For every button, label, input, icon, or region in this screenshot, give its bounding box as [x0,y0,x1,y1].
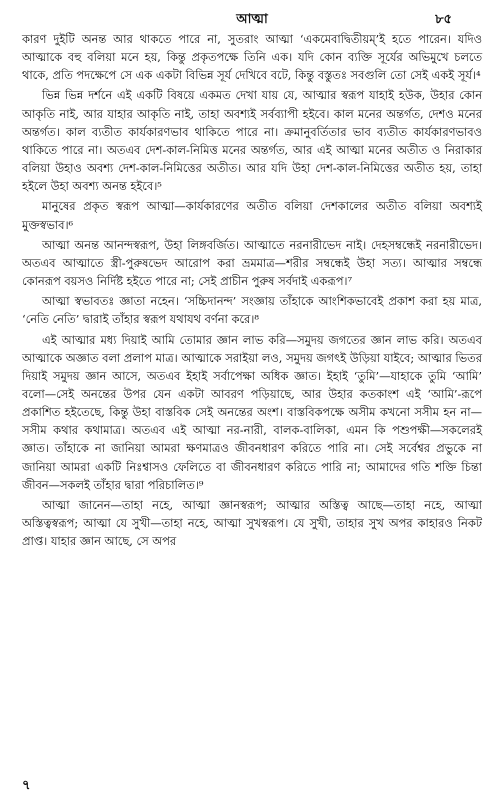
paragraph: এই আত্মার মধ্য দিয়াই আমি তোমার জ্ঞান লাভ করি—সমুদয় জগতের জ্ঞান লাভ করি। অতএব আত্মাকে অজ্ঞাত বলা প্রলাপ মাত্র। আত্মাকে সরাইয়া লও, সমুদয় জগৎই উড়িয়া যাইবে; আত্মার ভিতর দিয়াই সমুদয় জ্ঞান আসে, অতএব ইহাই সর্বাপেক্ষা অধিক জ্ঞাত। ইহাই ‘তুমি’—যাহাকে তুমি ‘আমি’ বলো—সেই অনন্তের উপর যেন একটা আবরণ পড়িয়াছে, আর উহার কতকাংশ এই ‘আমি’-রূপে প্রকাশিত হইতেছে, কিন্তু উহা বাস্তবিক সেই অনন্তের অংশ। বাস্তবিকপক্ষে অসীম কখনো সসীম হন না—সসীম কথার কথামাত্র। অতএব এই আত্মা নর-নারী, বালক-বালিকা, এমন কি পশুপক্ষী—সকলেরই জ্ঞাত। তাঁহাকে না জানিয়া আমরা ক্ষণমাত্রও জীবনধারণ করিতে পারি না। সেই সর্বেশ্বর প্রভুকে না জানিয়া আমরা একটি নিঃশ্বাসও ফেলিতে বা জীবনধারণ করিতে পারি না; আমাদের গতি শক্তি চিন্তা জীবন—সকলই তাঁহার দ্বারা পরিচালিত।⁹ [22,332,482,492]
page-body [22,30,482,550]
paragraph: আত্মা স্বভাবতঃ জ্ঞাতা নহেন। ‘সচ্চিদানন্দ’ সংজ্ঞায় তাঁহাকে আংশিকভাবেই প্রকাশ করা হয় মাত্র, ‘নেতি নেতি’ দ্বারাই তাঁহার স্বরূপ যথাযথ বর্ণনা করে।⁸ [22,294,482,327]
signature-mark: ৭ [22,778,31,793]
paragraph: আত্মা অনন্ত আনন্দস্বরূপ, উহা লিঙ্গবর্জিত। আত্মাতে নরনারীভেদ নাই। দেহসম্বন্ধেই নরনারীভেদ। অতএব আত্মাতে স্ত্রী-পুরুষভেদ আরোপ করা ভ্রমমাত্র—শরীর সম্বন্ধেই উহা সত্য। আত্মার সম্বন্ধে কোনরূপ বয়সও নির্দিষ্ট হইতে পারে না; সেই প্রাচীন পুরুষ সর্বদাই একরূপ।⁷ [22,237,482,289]
page-number: ৮৫ [435,12,452,27]
paragraph: কারণ দুইটি অনন্ত আর থাকতে পারে না, সুতরাং আত্মা ‘একমেবাদ্বিতীয়ম্’ই হতে পারেন। যদিও আত্মাকে বহু বলিয়া মনে হয়, কিন্তু প্রকৃতপক্ষে তিনি এক। যদি কোন ব্যক্তি সূর্যের অভিমুখে চলতে থাকে, প্রতি পদক্ষেপে সে এক একটা বিভিন্ন সূর্য দেখিবে বটে, কিন্তু বস্তুতঃ সবগুলি তো সেই একই সূর্য।⁴ [22,32,482,83]
paragraph: আত্মা জানেন—তাহা নহে, আত্মা জ্ঞানস্বরূপ; আত্মার অস্তিত্ব আছে—তাহা নহে, আত্মা অস্তিত্বস্বরূপ; আত্মা যে সুখী—তাহা নহে, আত্মা সুখস্বরূপ। যে সুখী, তাহার সুখ অপর কাহারও নিকট প্রাপ্ত। যাহার জ্ঞান আছে, সে অপর [22,497,482,549]
paragraph: মানুষের প্রকৃত স্বরূপ আত্মা—কার্যকারণের অতীত বলিয়া দেশকালের অতীত বলিয়া অবশ্যই মুক্তস্বভাব।⁶ [22,199,482,232]
running-title: আত্মা [236,12,268,27]
page-header [22,6,482,28]
paragraph: ভিন্ন ভিন্ন দর্শনে এই একটি বিষয়ে একমত দেখা যায় যে, আত্মার স্বরূপ যাহাই হউক, উহার কোন আকৃতি নাই, আর যাহার আকৃতি নাই, তাহা অবশ্যই সর্বব্যাপী হইবে। কাল মনের অন্তর্গত, দেশও মনের অন্তর্গত। কাল ব্যতীত কার্যকারণভাব থাকিতে পারে না। ক্রমানুবর্তিতার ভাব ব্যতীত কার্যকারণভাবও থাকিতে পারে না। অতএব দেশ-কাল-নিমিত্ত মনের অন্তর্গত, আর এই আত্মা মনের অতীত ও নিরাকার বলিয়া উহাও অবশ্য দেশ-কাল-নিমিত্তের অতীত। আর যদি উহা দেশ-কাল-নিমিত্তের অতীত হয়, তাহা হইলে উহা অবশ্য অনন্ত হইবে।⁵ [22,88,482,194]
